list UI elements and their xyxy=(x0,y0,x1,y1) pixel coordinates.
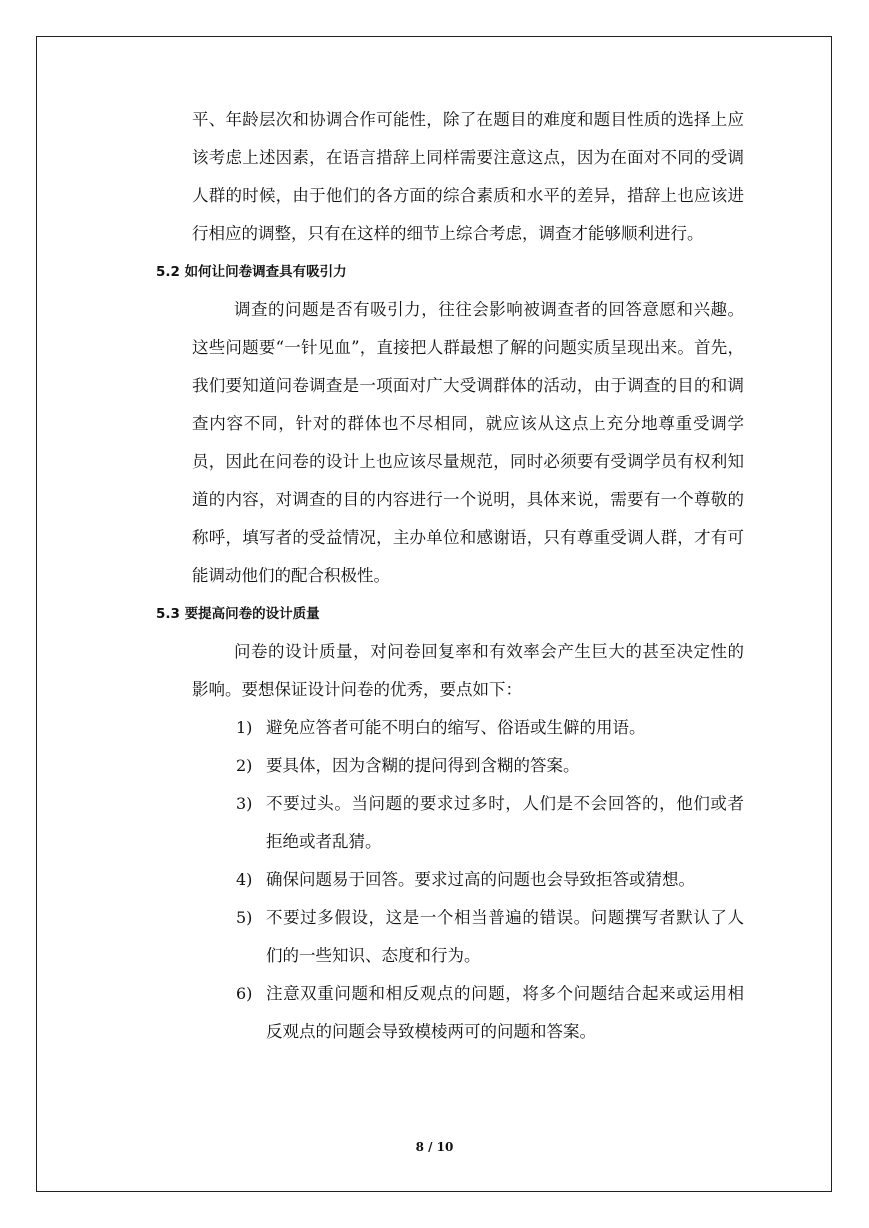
list-item xyxy=(156,861,744,899)
design-points-list xyxy=(156,709,744,1051)
continued-paragraph: 平、年龄层次和协调合作可能性，除了在题目的难度和题目性质的选择上应该考虑上述因素，在语言措辞上同样需要注意这点，因为在面对不同的受调人群的时候，由于他们的各方面的综合素质和水平的差异，措辞上也应该进行相应的调整，只有在这样的细节上综合考虑，调查才能够顺利进行。 xyxy=(192,110,744,243)
list-item-number: 6) xyxy=(236,984,253,1003)
paragraph-attraction: 调查的问题是否有吸引力，往往会影响被调查者的回答意愿和兴趣。这些问题要“一针见血”，直接把人群最想了解的问题实质呈现出来。首先，我们要知道问卷调查是一项面对广大受调群体的活动，由于调查的目的和调查内容不同，针对的群体也不尽相同，就应该从这点上充分地尊重受调学员，因此在问卷的设计上也应该尽量规范，同时必须要有受调学员有权利知道的内容，对调查的目的内容进行一个说明，具体来说，需要有一个尊敬的称呼，填写者的受益情况，主办单位和感谢语，只有尊重受调人群，才有可能调动他们的配合积极性。 xyxy=(192,300,744,585)
section-heading-5-2: 5.2 如何让问卷调查具有吸引力 xyxy=(156,264,347,280)
list-item-text: 要具体，因为含糊的提问得到含糊的答案。 xyxy=(266,756,580,775)
list-item-text: 确保问题易于回答。要求过高的问题也会导致拒答或猜想。 xyxy=(266,870,695,889)
section-heading-5-3: 5.3 要提高问卷的设计质量 xyxy=(156,606,320,622)
list-item xyxy=(156,899,744,975)
list-item xyxy=(156,709,744,747)
list-item-number: 1) xyxy=(236,718,253,737)
list-item-number: 5) xyxy=(236,908,253,927)
list-item xyxy=(156,747,744,785)
list-item-number: 4) xyxy=(236,870,253,889)
paragraph-quality: 问卷的设计质量，对问卷回复率和有效率会产生巨大的甚至决定性的影响。要想保证设计问卷的优秀，要点如下： xyxy=(192,642,744,699)
document-body xyxy=(156,101,744,1051)
list-item xyxy=(156,785,744,861)
list-item-text: 避免应答者可能不明白的缩写、俗语或生僻的用语。 xyxy=(266,718,646,737)
list-item-text: 不要过头。当问题的要求过多时，人们是不会回答的，他们或者拒绝或者乱猜。 xyxy=(266,794,744,851)
list-item-number: 3) xyxy=(236,794,253,813)
page-number: 8 / 10 xyxy=(415,1140,454,1154)
list-item xyxy=(156,975,744,1051)
list-item-text: 注意双重问题和相反观点的问题，将多个问题结合起来或运用相反观点的问题会导致模棱两可的问题和答案。 xyxy=(266,984,744,1041)
list-item-text: 不要过多假设，这是一个相当普遍的错误。问题撰写者默认了人们的一些知识、态度和行为。 xyxy=(266,908,744,965)
list-item-number: 2) xyxy=(236,756,253,775)
